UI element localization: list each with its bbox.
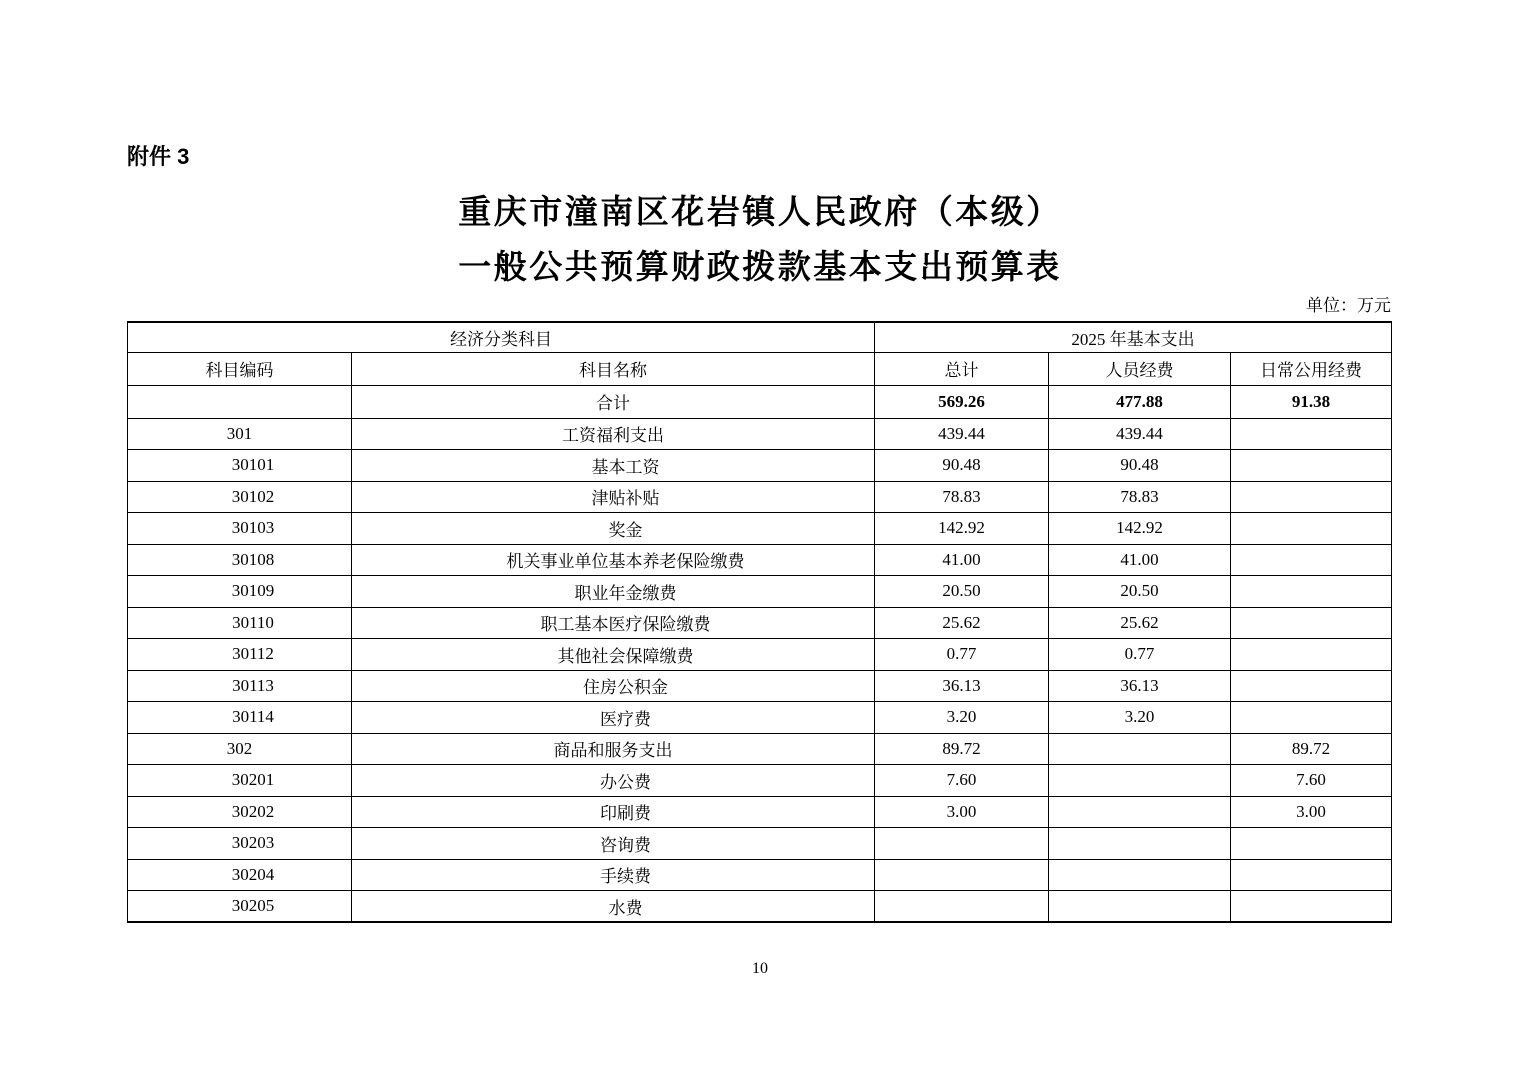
cell-daily: 89.72 [1231, 733, 1392, 765]
cell-code: 30112 [128, 639, 352, 671]
cell-personnel: 142.92 [1049, 513, 1231, 545]
cell-personnel: 90.48 [1049, 450, 1231, 482]
cell-total: 0.77 [875, 639, 1049, 671]
table-row [128, 670, 1392, 702]
document-title [0, 186, 1520, 296]
table-row [128, 607, 1392, 639]
cell-name: 住房公积金 [352, 670, 875, 702]
cell-code: 302 [128, 733, 352, 765]
cell-total: 41.00 [875, 544, 1049, 576]
header-economic-classification: 经济分类科目 [128, 322, 875, 352]
table-row [128, 828, 1392, 860]
unit-note: 单位：万元 [1306, 296, 1391, 315]
cell-name: 水费 [352, 891, 875, 923]
cell-code: 30110 [128, 607, 352, 639]
table-row [128, 513, 1392, 545]
table-row [128, 639, 1392, 671]
cell-name: 医疗费 [352, 702, 875, 734]
cell-daily [1231, 607, 1392, 639]
table-row [128, 418, 1392, 450]
table-row [128, 450, 1392, 482]
cell-daily: 3.00 [1231, 796, 1392, 828]
cell-daily [1231, 859, 1392, 891]
cell-personnel: 41.00 [1049, 544, 1231, 576]
table-row [128, 796, 1392, 828]
cell-name: 奖金 [352, 513, 875, 545]
column-header-subject-code: 科目编码 [128, 352, 352, 385]
cell-personnel [1049, 891, 1231, 923]
cell-daily [1231, 513, 1392, 545]
cell-code: 30101 [128, 450, 352, 482]
table-row-total [128, 385, 1392, 418]
table-row [128, 481, 1392, 513]
cell-total [875, 859, 1049, 891]
cell-total [875, 828, 1049, 860]
cell-personnel [1049, 733, 1231, 765]
column-header-personnel: 人员经费 [1049, 352, 1231, 385]
cell-name: 咨询费 [352, 828, 875, 860]
cell-code: 30204 [128, 859, 352, 891]
cell-total: 3.00 [875, 796, 1049, 828]
cell-code: 30102 [128, 481, 352, 513]
cell-daily [1231, 639, 1392, 671]
cell-personnel: 25.62 [1049, 607, 1231, 639]
cell-total: 569.26 [875, 385, 1049, 418]
cell-personnel [1049, 796, 1231, 828]
cell-code: 30205 [128, 891, 352, 923]
cell-total: 439.44 [875, 418, 1049, 450]
cell-total [875, 891, 1049, 923]
cell-name: 合计 [352, 385, 875, 418]
cell-name: 津贴补贴 [352, 481, 875, 513]
cell-code: 30103 [128, 513, 352, 545]
cell-daily [1231, 481, 1392, 513]
cell-daily [1231, 670, 1392, 702]
cell-total: 3.20 [875, 702, 1049, 734]
cell-personnel [1049, 859, 1231, 891]
cell-code: 301 [128, 418, 352, 450]
cell-daily: 7.60 [1231, 765, 1392, 797]
cell-code: 30201 [128, 765, 352, 797]
table-row [128, 733, 1392, 765]
cell-name: 商品和服务支出 [352, 733, 875, 765]
cell-daily [1231, 544, 1392, 576]
table-row [128, 891, 1392, 923]
cell-personnel [1049, 828, 1231, 860]
document-title-line2: 一般公共预算财政拨款基本支出预算表 [458, 250, 1062, 286]
cell-personnel: 78.83 [1049, 481, 1231, 513]
cell-code: 30202 [128, 796, 352, 828]
cell-total: 7.60 [875, 765, 1049, 797]
table-row [128, 859, 1392, 891]
cell-total: 142.92 [875, 513, 1049, 545]
cell-name: 其他社会保障缴费 [352, 639, 875, 671]
cell-code: 30109 [128, 576, 352, 608]
cell-name: 基本工资 [352, 450, 875, 482]
table-row [128, 576, 1392, 608]
cell-personnel: 439.44 [1049, 418, 1231, 450]
cell-code [128, 385, 352, 418]
cell-name: 印刷费 [352, 796, 875, 828]
cell-daily [1231, 576, 1392, 608]
cell-personnel [1049, 765, 1231, 797]
document-title-line1: 重庆市潼南区花岩镇人民政府（本级） [458, 195, 1062, 231]
cell-personnel: 20.50 [1049, 576, 1231, 608]
table-header-columns-row [128, 352, 1392, 385]
cell-total: 25.62 [875, 607, 1049, 639]
cell-name: 办公费 [352, 765, 875, 797]
cell-daily [1231, 702, 1392, 734]
cell-total: 78.83 [875, 481, 1049, 513]
cell-code: 30113 [128, 670, 352, 702]
budget-table-container [127, 321, 1392, 923]
cell-total: 20.50 [875, 576, 1049, 608]
header-2025-basic-expenditure: 2025 年基本支出 [875, 322, 1392, 352]
attachment-label: 附件 3 [127, 144, 190, 169]
table-row [128, 702, 1392, 734]
cell-name: 职工基本医疗保险缴费 [352, 607, 875, 639]
cell-daily [1231, 450, 1392, 482]
budget-table [127, 321, 1392, 923]
cell-total: 89.72 [875, 733, 1049, 765]
cell-total: 90.48 [875, 450, 1049, 482]
cell-name: 手续费 [352, 859, 875, 891]
cell-code: 30203 [128, 828, 352, 860]
cell-daily [1231, 418, 1392, 450]
cell-name: 工资福利支出 [352, 418, 875, 450]
cell-name: 机关事业单位基本养老保险缴费 [352, 544, 875, 576]
table-header-group-row [128, 322, 1392, 352]
cell-personnel: 0.77 [1049, 639, 1231, 671]
cell-personnel: 477.88 [1049, 385, 1231, 418]
table-row [128, 544, 1392, 576]
column-header-daily-public: 日常公用经费 [1231, 352, 1392, 385]
cell-code: 30108 [128, 544, 352, 576]
table-row [128, 765, 1392, 797]
cell-personnel: 36.13 [1049, 670, 1231, 702]
cell-personnel: 3.20 [1049, 702, 1231, 734]
cell-daily [1231, 828, 1392, 860]
column-header-total: 总计 [875, 352, 1049, 385]
cell-code: 30114 [128, 702, 352, 734]
cell-daily [1231, 891, 1392, 923]
column-header-subject-name: 科目名称 [352, 352, 875, 385]
cell-total: 36.13 [875, 670, 1049, 702]
cell-name: 职业年金缴费 [352, 576, 875, 608]
page-number: 10 [752, 960, 768, 977]
cell-daily: 91.38 [1231, 385, 1392, 418]
